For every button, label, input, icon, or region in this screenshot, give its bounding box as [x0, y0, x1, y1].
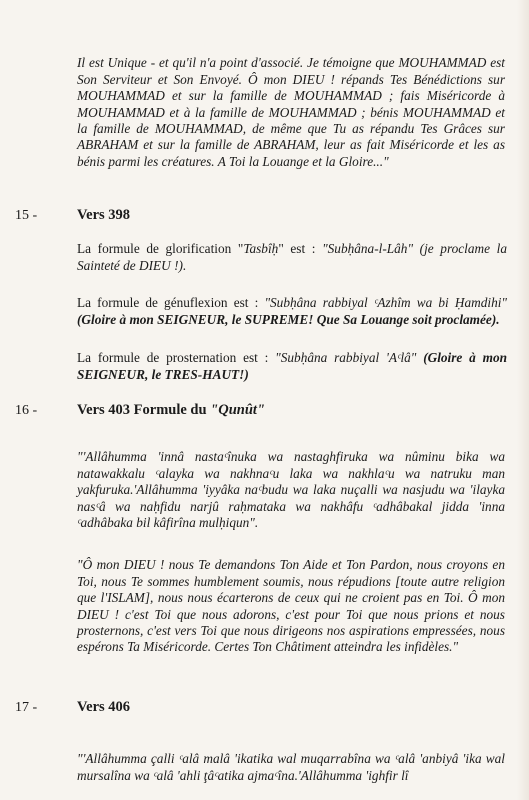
- glorification-prefix: La formule de glorification ": [77, 241, 244, 257]
- prosternation-prefix: La formule de prosternation est :: [77, 350, 276, 366]
- prosternation-formula: "Subḥâna rabbiyal 'Aᶜlâ": [275, 350, 417, 366]
- glorification-formula: "Subḥâna-l-Lâh" (je proclame la Sainteté de DIEU !).: [77, 241, 507, 273]
- genuflexion-translation: (Gloire à mon SEIGNEUR, le SUPREME! Que Sa Louange soit proclamée).: [77, 311, 500, 327]
- genuflexion-paragraph: [77, 295, 507, 328]
- genuflexion-prefix: La formule de génuflexion est :: [77, 295, 265, 311]
- genuflexion-formula: "Subḥâna rabbiyal ᶜAzhîm wa bi Ḥamdihi": [264, 295, 507, 311]
- qunut-transliteration: "'Allâhumma 'innâ nastaᶜînuka wa nastaghfiruka wa nûminu bika wa natawakkalu ᶜalayka wa nakhnaᶜu laka wa nakhlaᶜu wa natruku man yakfuruka.'Allâhumma 'iyyâka naᶜbudu wa laka nuçalli wa nasjudu wa 'ilayka nasᶜâ wa naḥfidu narjû raḥmataka wa nakhâfu ᶜadhâbakal jidda 'inna ᶜadhâbaka bil kâfirîna mulḥiqun".: [77, 449, 505, 530]
- glorification-term: Tasbîḥ: [243, 241, 279, 257]
- vers-403-label: Vers 403 Formule du: [77, 402, 211, 418]
- section-heading-vers-398: Vers 398: [77, 207, 131, 223]
- qunut-label: "Qunût": [210, 402, 265, 418]
- prosternation-translation: (Gloire à mon SEIGNEUR, le TRES-HAUT!): [77, 350, 507, 382]
- section-heading-vers-406: Vers 406: [77, 699, 131, 715]
- section-number-16: 16 -: [15, 403, 38, 418]
- glorification-mid: " est :: [278, 241, 323, 257]
- qunut-translation: "Ô mon DIEU ! nous Te demandons Ton Aide et Ton Pardon, nous croyons en Toi, nous Te sommes humblement soumis, nous répudions [toute autre religion que l'ISLAM], nous nous écarterons de ceux qui ne croient pas en Toi. Ô mon DIEU ! c'est Toi que nous adorons, c'est pour Toi que nous prions et nous prosternons, c'est vers Toi que nous dirigeons nos aspirations empressées, nous espérons Ta Miséricorde. Certes Ton Châtiment atteindra les infidèles.": [77, 557, 505, 655]
- intro-paragraph: Il est Unique - et qu'il n'a point d'associé. Je témoigne que MOUHAMMAD est Son Serviteur et Son Envoyé. Ô mon DIEU ! répands Tes Bénédictions sur MOUHAMMAD et sur la famille de MOUHAMMAD ; fais Miséricorde à MOUHAMMAD et à la famille de MOUHAMMAD ; bénis MOUHAMMAD et la famille de MOUHAMMAD, de même que Tu as répandu Tes Grâces sur ABRAHAM et sur la famille de ABRAHAM, leur as fait Miséricorde et les as bénis parmi les créatures. A Toi la Louange et la Gloire...": [77, 55, 505, 169]
- section-heading-vers-403: [77, 402, 265, 419]
- section-number-17: 17 -: [15, 700, 38, 715]
- vers-406-transliteration: "'Allâhumma çalli ᶜalâ malâ 'ikatika wal muqarrabîna wa ᶜalâ 'anbiyâ 'ika wal mursalîna wa ᶜalâ 'ahli ţâᶜatika ajmaᶜîna.'Allâhumma 'ighfir lî: [77, 751, 505, 783]
- page-edge-shading: [517, 0, 529, 800]
- glorification-paragraph: [77, 241, 507, 274]
- section-number-15: 15 -: [15, 208, 38, 223]
- prosternation-paragraph: [77, 350, 507, 383]
